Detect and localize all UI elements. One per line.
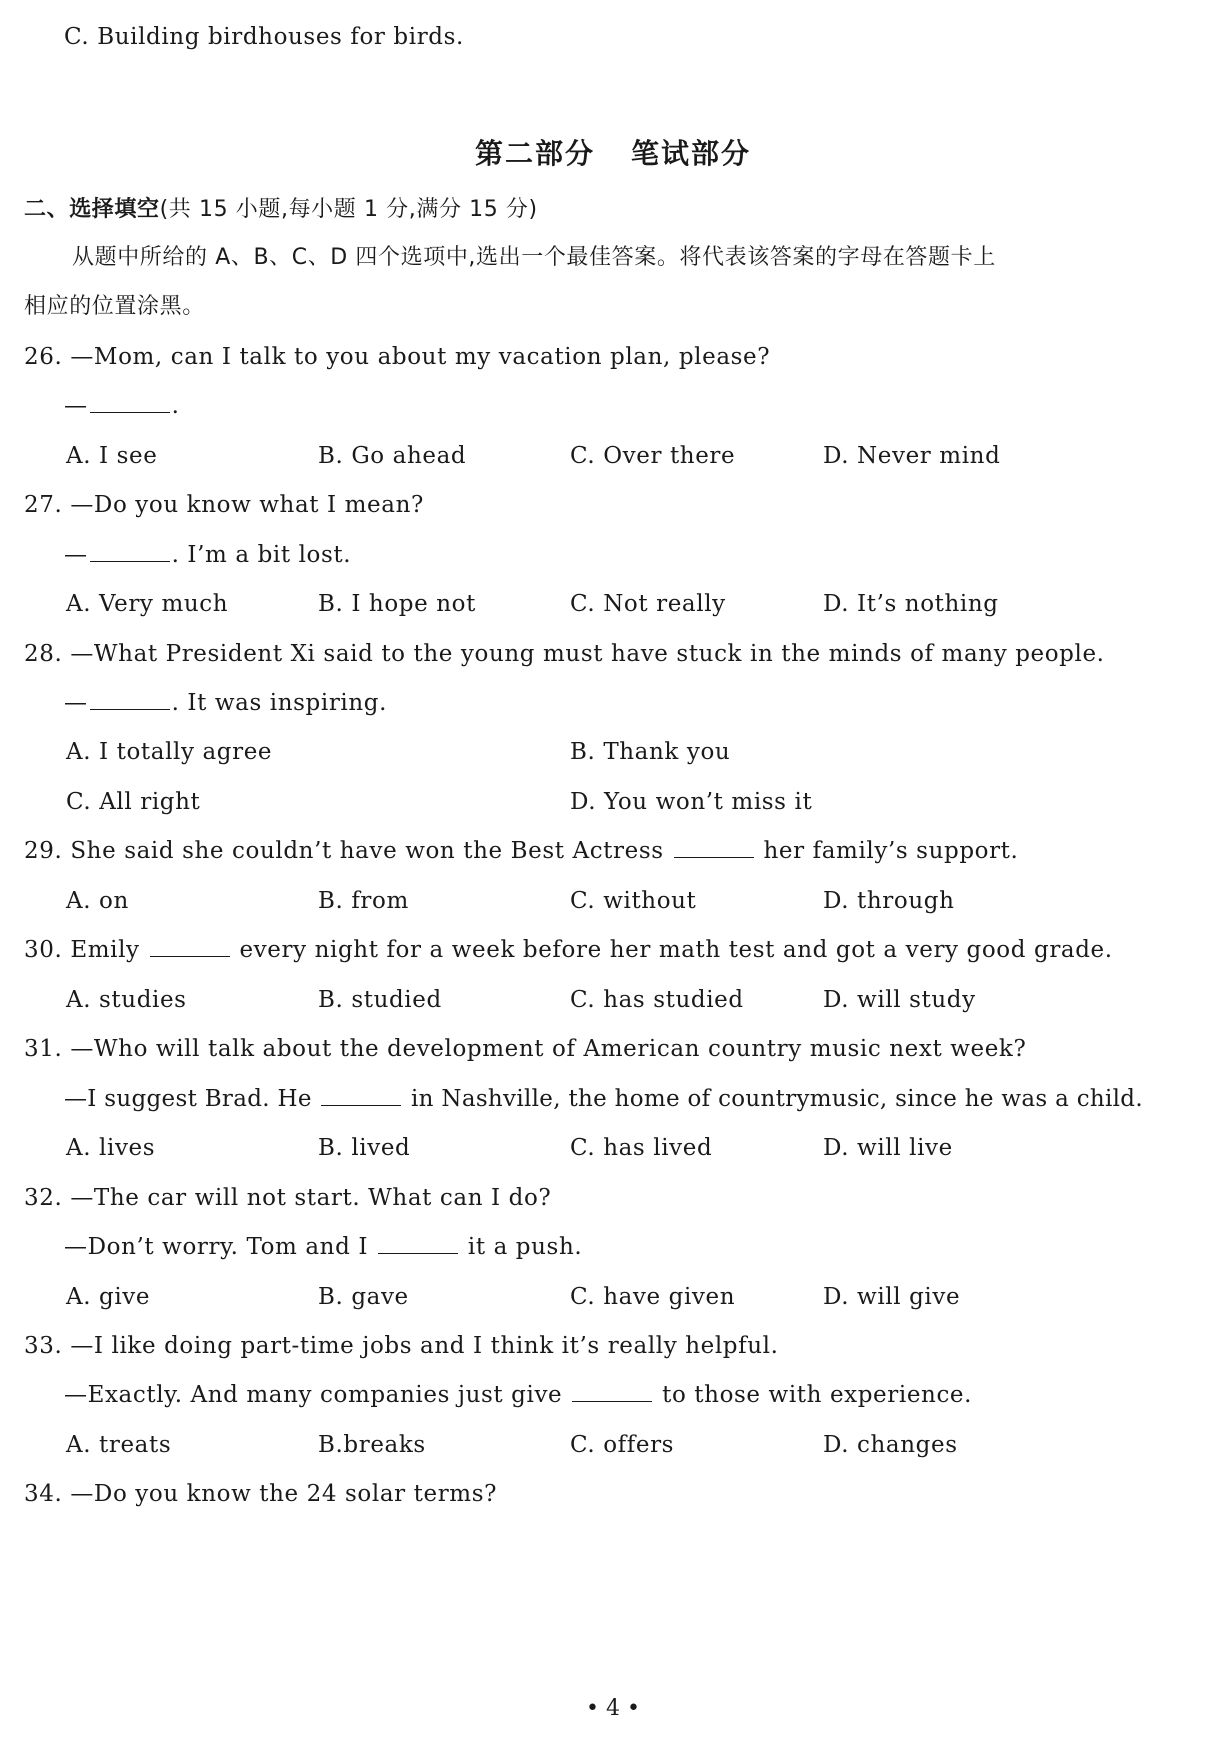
option-d: D. changes (823, 1432, 958, 1458)
option-d: D. will give (823, 1284, 961, 1310)
answer-suffix: . It was inspiring. (171, 690, 388, 716)
question-number: 33. (24, 1333, 63, 1359)
question-text: —Who will talk about the development of American country music next week? (70, 1036, 1027, 1062)
option-d: D. will study (823, 987, 976, 1013)
option-a: A. studies (66, 987, 187, 1013)
question-31-stem (24, 1034, 1026, 1064)
option-c: C. All right (66, 789, 201, 815)
answer-suffix: it a push. (467, 1234, 583, 1260)
question-number: 29. (24, 838, 63, 864)
option-b: B. from (318, 888, 409, 914)
option-d: D. Never mind (823, 443, 1001, 469)
answer-prefix: —Don’t worry. Tom and I (64, 1234, 369, 1260)
option-b: B. Go ahead (318, 443, 467, 469)
answer-prefix: —I suggest Brad. He (64, 1086, 312, 1112)
question-text: —Mom, can I talk to you about my vacation plan, please? (70, 344, 771, 370)
question-28-stem (24, 639, 1105, 669)
option-a: A. give (66, 1284, 151, 1310)
question-number: 31. (24, 1036, 63, 1062)
answer-suffix: in Nashville, the home of countrymusic, since he was a child. (411, 1086, 1143, 1112)
option-a: A. I see (66, 443, 158, 469)
instructions-line-2: 相应的位置涂黑。 (24, 294, 205, 319)
question-text-suffix: every night for a week before her math test and got a very good grade. (239, 937, 1113, 963)
option-d: D. You won’t miss it (570, 789, 813, 815)
question-number: 26. (24, 344, 63, 370)
page-number: • 4 • (586, 1696, 640, 1721)
question-number: 30. (24, 937, 63, 963)
question-number: 32. (24, 1185, 63, 1211)
question-text: —I like doing part-time jobs and I think it’s really helpful. (70, 1333, 779, 1359)
option-b: B. gave (318, 1284, 409, 1310)
option-a: A. Very much (66, 591, 229, 617)
question-29-stem (24, 836, 1018, 866)
question-32-answer-line (64, 1232, 582, 1262)
answer-blank (378, 1235, 458, 1254)
question-26-stem (24, 342, 770, 372)
previous-option-c: C. Building birdhouses for birds. (64, 24, 464, 50)
section-title (0, 132, 1226, 172)
option-c: C. Over there (570, 443, 736, 469)
option-b: B. lived (318, 1135, 411, 1161)
option-c: C. Not really (570, 591, 726, 617)
answer-blank (90, 691, 170, 710)
option-a: A. lives (66, 1135, 156, 1161)
section-heading-note: (共 15 小题,每小题 1 分,满分 15 分) (159, 197, 538, 222)
option-b: B. I hope not (318, 591, 476, 617)
question-34-stem (24, 1479, 497, 1509)
answer-suffix: . (171, 393, 180, 419)
option-a: A. I totally agree (66, 739, 273, 765)
answer-blank (90, 394, 170, 413)
question-text: —The car will not start. What can I do? (70, 1185, 552, 1211)
section-title-part: 第二部分 (474, 137, 595, 170)
option-c: C. has lived (570, 1135, 713, 1161)
option-a: A. on (66, 888, 129, 914)
question-30-stem (24, 935, 1113, 965)
option-d: D. will live (823, 1135, 953, 1161)
question-33-stem (24, 1331, 779, 1361)
question-number: 34. (24, 1481, 63, 1507)
question-text: Emily (70, 937, 140, 963)
question-text-suffix: her family’s support. (763, 838, 1019, 864)
section-heading (24, 194, 538, 225)
question-27-answer-line (64, 540, 351, 570)
question-27-stem (24, 490, 424, 520)
question-28-answer-line (64, 688, 387, 718)
answer-suffix: to those with experience. (662, 1382, 973, 1408)
option-b: B. Thank you (570, 739, 731, 765)
section-title-subpart: 笔试部分 (631, 137, 752, 170)
dash: — (64, 542, 88, 568)
question-number: 28. (24, 641, 63, 667)
question-text: —Do you know the 24 solar terms? (70, 1481, 498, 1507)
section-heading-label: 二、选择填空 (24, 197, 160, 222)
option-b: B.breaks (318, 1432, 426, 1458)
question-text: —Do you know what I mean? (70, 492, 424, 518)
dash: — (64, 393, 88, 419)
question-text: She said she couldn’t have won the Best Actress (70, 838, 664, 864)
question-text: —What President Xi said to the young must have stuck in the minds of many people. (70, 641, 1105, 667)
option-c: C. offers (570, 1432, 675, 1458)
option-a: A. treats (66, 1432, 172, 1458)
answer-blank (150, 938, 230, 957)
answer-blank (90, 543, 170, 562)
answer-blank (321, 1087, 401, 1106)
question-31-answer-line (64, 1084, 1143, 1114)
question-number: 27. (24, 492, 63, 518)
instructions-line-1: 从题中所给的 A、B、C、D 四个选项中,选出一个最佳答案。将代表该答案的字母在答题卡上 (72, 245, 996, 270)
option-b: B. studied (318, 987, 442, 1013)
answer-suffix: . I’m a bit lost. (171, 542, 352, 568)
answer-blank (572, 1383, 652, 1402)
option-c: C. have given (570, 1284, 736, 1310)
question-32-stem (24, 1183, 551, 1213)
option-d: D. It’s nothing (823, 591, 999, 617)
answer-blank (674, 839, 754, 858)
option-c: C. without (570, 888, 697, 914)
question-26-answer-line (64, 391, 180, 421)
option-d: D. through (823, 888, 955, 914)
dash: — (64, 690, 88, 716)
answer-prefix: —Exactly. And many companies just give (64, 1382, 563, 1408)
option-c: C. has studied (570, 987, 744, 1013)
question-33-answer-line (64, 1380, 972, 1410)
